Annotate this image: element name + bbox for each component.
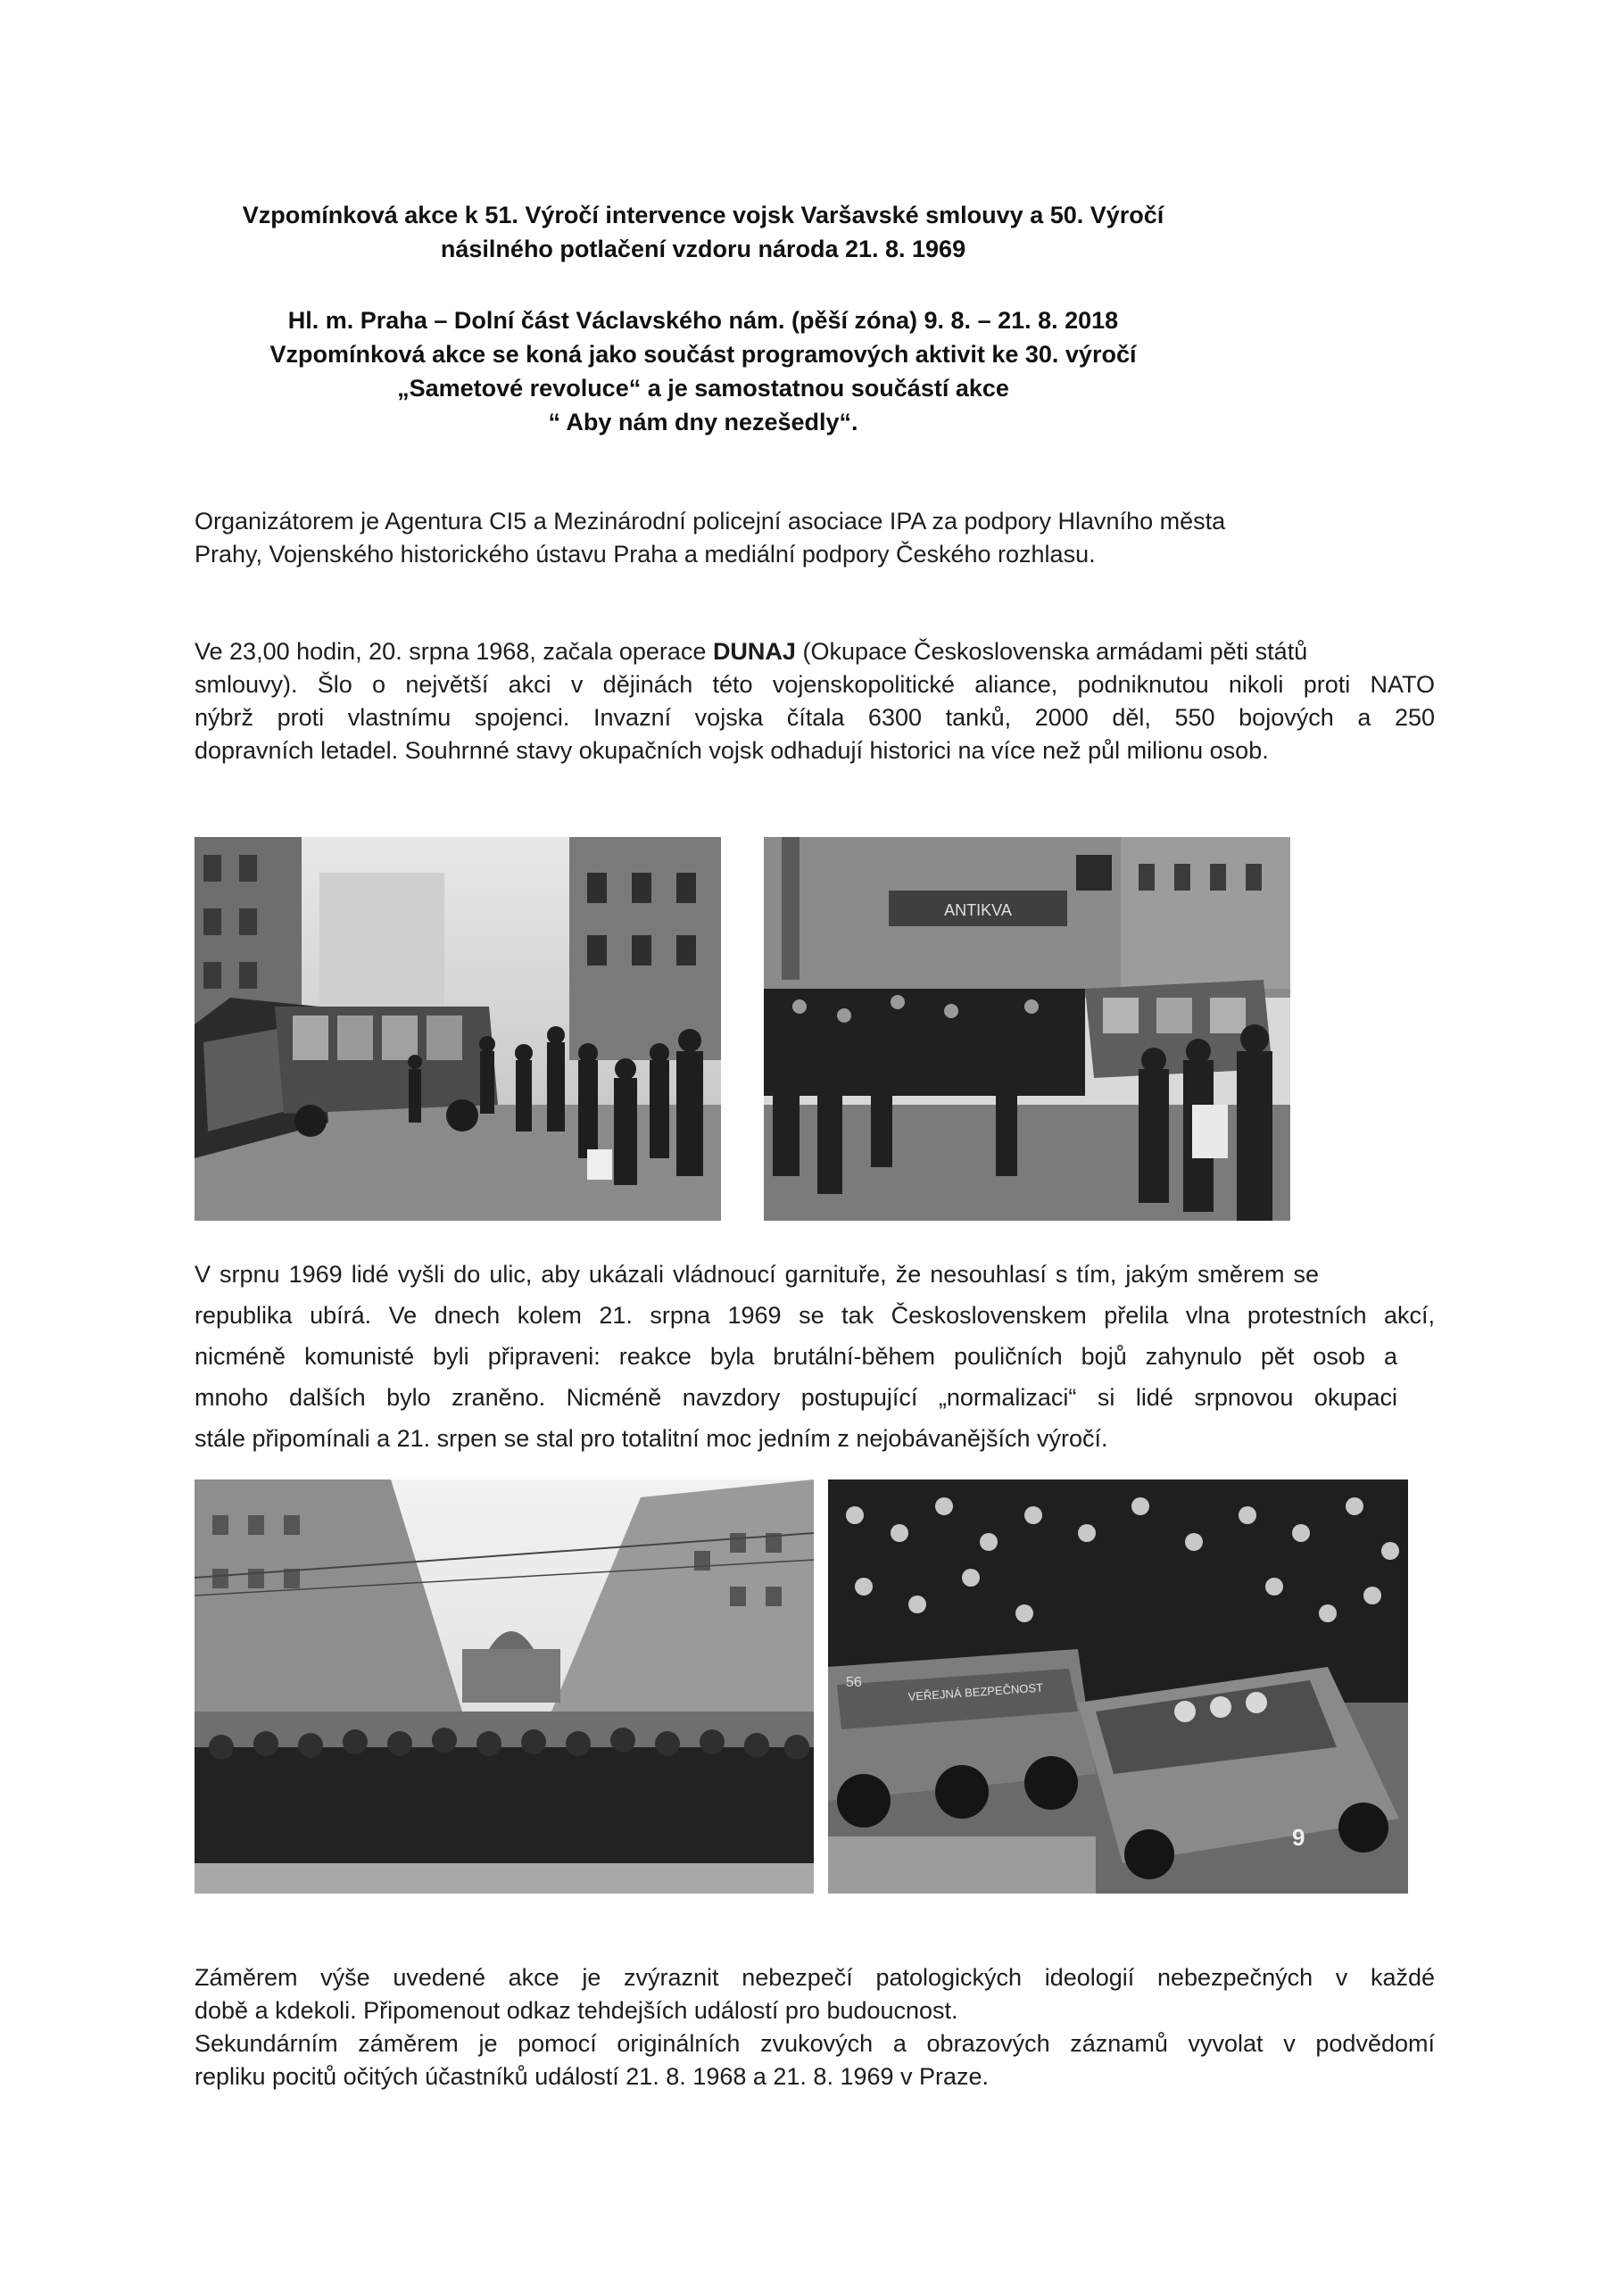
paragraph-1969-line-5: stále připomínali a 21. srpen se stal pro totalitní moc jedním z nejobávanějších výročí. xyxy=(195,1425,1108,1452)
paragraph-1969-line-3: nicméně komunisté byli připraveni: reakce byla brutální-během pouličních bojů zahynulo pět osob a xyxy=(195,1343,1397,1370)
paragraph-aim-line-4: repliku pocitů očitých účastníků událostí 21. 8. 1968 a 21. 8. 1969 v Praze. xyxy=(195,2063,990,2090)
paragraph-1969-line-2: republika ubírá. Ve dnech kolem 21. srpna 1969 se tak Československem přelila vlna protestních akcí, xyxy=(195,1302,1435,1329)
vehicle-number-left: 56 xyxy=(846,1675,862,1690)
paragraph-1969 xyxy=(195,1254,1435,1459)
location-line: Hl. m. Praha – Dolní část Václavského nám. (pěší zóna) 9. 8. – 21. 8. 2018 xyxy=(287,307,1119,334)
paragraph-1969-line-1: V srpnu 1969 lidé vyšli do ulic, aby ukázali vládnoucí garnituře, že nesouhlasí s tím, jakým směrem se xyxy=(195,1261,1319,1288)
vehicle-side-text: VEŘEJNÁ BEZPEČNOST xyxy=(907,1680,1044,1703)
event-name-line: “ Aby nám dny nezešedly“. xyxy=(548,409,858,435)
document-title-line-1: Vzpomínková akce k 51. Výročí intervence vojsk Varšavské smlouvy a 50. Výročí xyxy=(242,202,1164,228)
paragraph-aim-line-1: Záměrem výše uvedené akce je zvýraznit nebezpečí patologických ideologií nebezpečných v každé xyxy=(195,1964,1435,1991)
program-line: Vzpomínková akce se koná jako součást programových aktivit ke 30. výročí xyxy=(269,341,1137,368)
photo-armored-vehicles xyxy=(828,1480,1408,1894)
paragraph-1968-line-3: nýbrž proti vlastnímu spojenci. Invazní vojska čítala 6300 tanků, 2000 děl, 550 bojových a 250 xyxy=(195,704,1435,731)
paragraph-1968 xyxy=(195,635,1435,767)
paragraph-aim xyxy=(195,1961,1435,2093)
operation-name: DUNAJ xyxy=(712,638,796,665)
organizers-line-1: Organizátorem je Agentura CI5 a Mezinárodní policejní asociace IPA za podpory Hlavního města xyxy=(195,508,1226,535)
paragraph-1969-line-4: mnoho dalších bylo zraněno. Nicméně navzdory postupující „normalizaci“ si lidé srpnovou okupaci xyxy=(195,1384,1397,1411)
text-span: Ve 23,00 hodin, 20. srpna 1968, začala operace xyxy=(195,638,713,665)
vehicle-number-right: 9 xyxy=(1292,1824,1305,1851)
organizers-line-2: Prahy, Vojenského historického ústavu Praha a mediální podpory Českého rozhlasu. xyxy=(195,541,1096,568)
shop-sign: ANTIKVA xyxy=(944,901,1012,919)
photo-burned-buses xyxy=(195,837,721,1221)
document-title-line-2: násilného potlačení vzdoru národa 21. 8. 1969 xyxy=(440,236,966,262)
paragraph-1968-line-2: smlouvy). Šlo o největší akci v dějinách této vojenskopolitické aliance, podniknutou nikoli proti NATO xyxy=(195,671,1435,698)
organizers-paragraph xyxy=(195,505,1435,571)
paragraph-1968-line-1 xyxy=(195,635,1435,668)
paragraph-aim-line-2: době a kdekoli. Připomenout odkaz tehdejších událostí pro budoucnost. xyxy=(195,1997,958,2024)
paragraph-aim-line-3: Sekundárním záměrem je pomocí originálních zvukových a obrazových záznamů vyvolat v podvědomí xyxy=(195,2030,1435,2057)
paragraph-1968-line-4: dopravních letadel. Souhrnné stavy okupačních vojsk odhadují historici na více než půl milionu osob. xyxy=(195,737,1269,764)
text-span: (Okupace Československa armádami pěti států xyxy=(795,638,1308,665)
photo-soldiers-line xyxy=(195,1480,814,1894)
photo-crowd-street xyxy=(764,837,1290,1221)
revolution-line: „Sametové revoluce“ a je samostatnou součástí akce xyxy=(397,375,1009,402)
